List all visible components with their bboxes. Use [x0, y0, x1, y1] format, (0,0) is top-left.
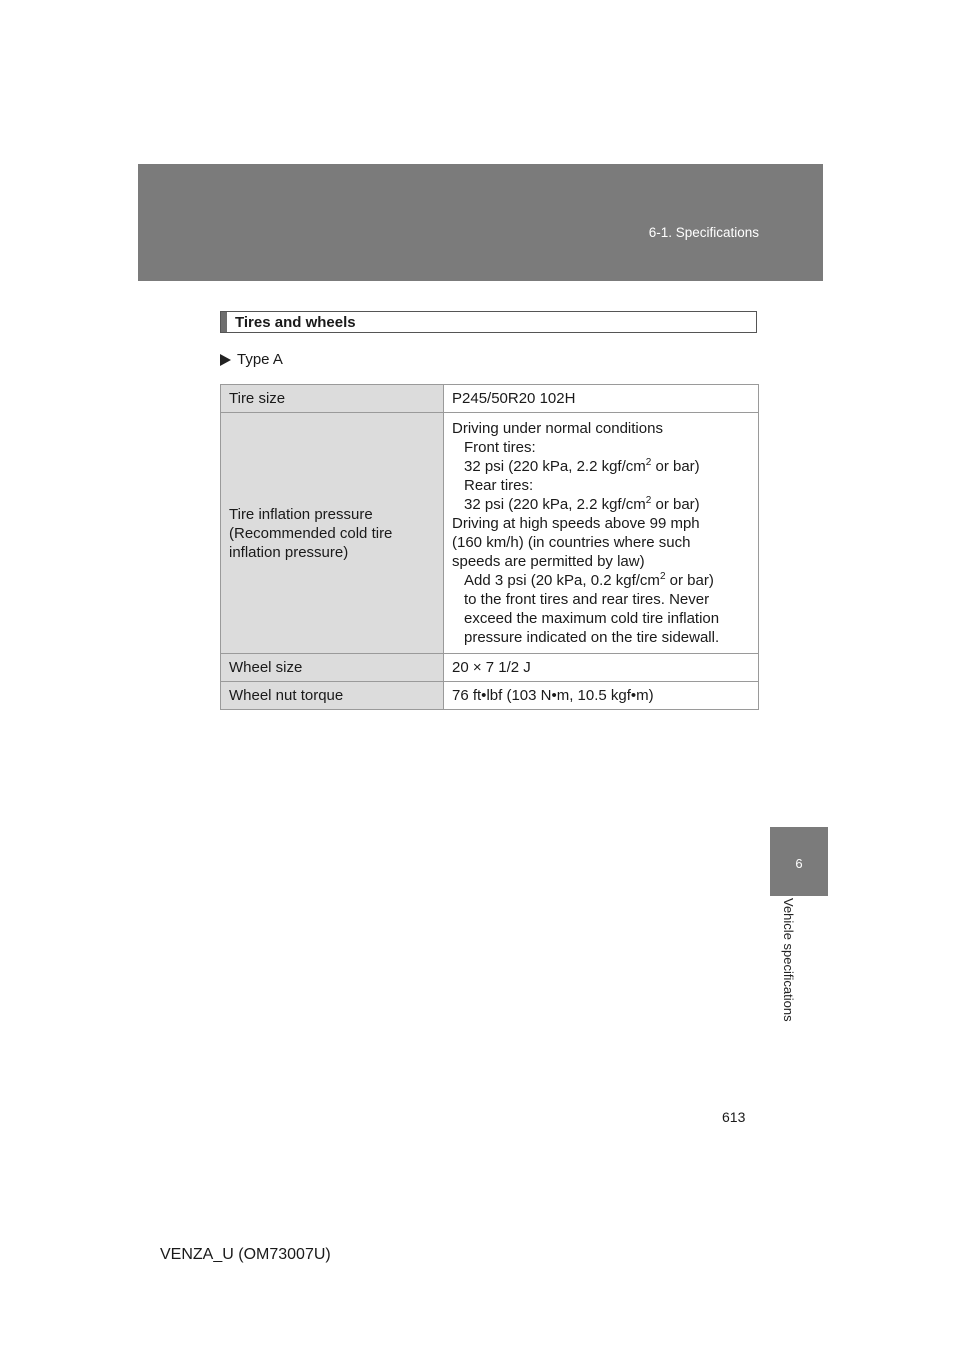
header-section-title: 6-1. Specifications: [648, 225, 759, 240]
wheel-size-value: 20 × 7 1/2 J: [444, 654, 759, 682]
normal-heading: Driving under normal conditions: [452, 420, 663, 437]
table-row: [221, 654, 759, 682]
label-line: inflation pressure): [229, 543, 349, 561]
section-title-bar: [220, 311, 757, 333]
table-row: [221, 682, 759, 710]
spec-table: [220, 384, 759, 710]
page-number: 613: [722, 1109, 746, 1125]
high-speed-line: Driving at high speeds above 99 mph: [452, 515, 700, 532]
type-label-text: Type A: [237, 351, 283, 368]
rear-value: 32 psi (220 kPa, 2.2 kgf/$cm^2$ or bar): [464, 495, 700, 513]
wheel-nut-torque-label: Wheel nut torque: [221, 682, 444, 710]
label-line: Tire inflation pressure: [229, 505, 373, 523]
wheel-size-label: Wheel size: [221, 654, 444, 682]
chapter-tab: [770, 827, 828, 896]
high-speed-line: (160 km/h) (in countries where such: [452, 534, 691, 551]
tire-pressure-value: [444, 413, 759, 654]
section-title-accent: [221, 312, 227, 332]
tire-size-label: Tire size: [221, 385, 444, 413]
tire-size-value: P245/50R20 102H: [444, 385, 759, 413]
chapter-number: 6: [795, 856, 803, 871]
rear-label: Rear tires:: [464, 477, 534, 494]
triangle-bullet-icon: [220, 354, 231, 366]
front-label: Front tires:: [464, 439, 536, 456]
wheel-nut-torque-value: 76 ft•lbf (103 N•m, 10.5 kgf•m): [444, 682, 759, 710]
high-speed-line: speeds are permitted by law): [452, 553, 645, 570]
table-row: [221, 413, 759, 654]
section-title: Tires and wheels: [235, 314, 356, 331]
add-pressure-line: Add 3 psi (20 kPa, 0.2 kgf/$cm^2$ or bar): [464, 571, 714, 589]
table-row: [221, 385, 759, 413]
tire-pressure-label: [221, 413, 444, 654]
add-line: exceed the maximum cold tire inflation: [464, 610, 720, 627]
front-value: 32 psi (220 kPa, 2.2 kgf/$cm^2$ or bar): [464, 457, 700, 475]
add-line: to the front tires and rear tires. Never: [464, 591, 710, 608]
add-line: pressure indicated on the tire sidewall.: [464, 629, 720, 646]
document-code: VENZA_U (OM73007U): [160, 1246, 331, 1263]
chapter-title: Vehicle specifications: [781, 898, 796, 1022]
label-line: (Recommended cold tire: [229, 524, 393, 542]
type-label: [220, 351, 283, 368]
header-band: [138, 164, 823, 281]
